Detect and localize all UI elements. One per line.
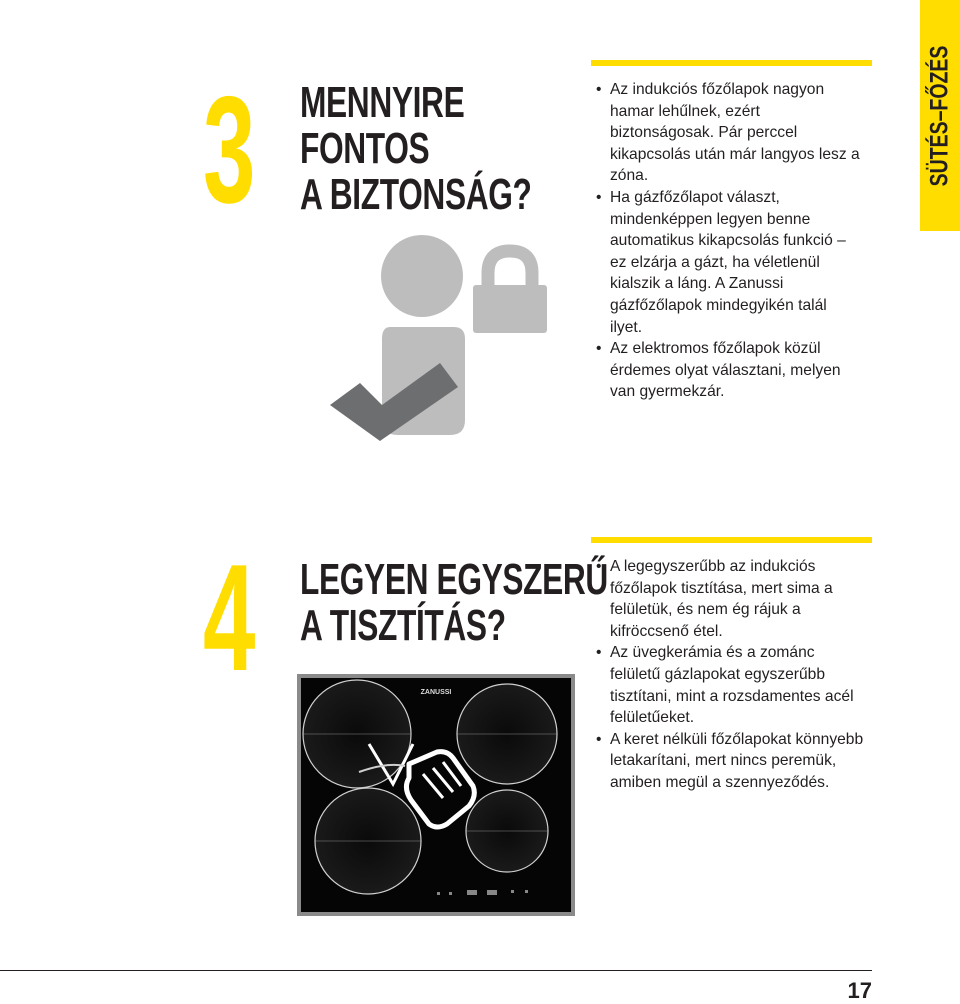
- page-number: 17: [847, 978, 872, 1003]
- section-number: 3: [203, 65, 255, 235]
- bullet-item: • Az indukciós főzőlapok nagyon hamar lehűlnek, ezért biztonságosak. Pár perccel kikapcsolás után már langyos lesz a zóna.: [594, 79, 860, 187]
- section-heading: [300, 80, 532, 218]
- yellow-rule: [591, 537, 872, 543]
- cooktop-brand-label: ZANUSSI: [420, 689, 452, 696]
- bullet-item: • A legegyszerűbb az indukciós főzőlapok tisztítása, mert sima a felületük, és nem ég rájuk a kifröccsenő étel.: [594, 556, 864, 642]
- section-side-tab: [920, 0, 960, 231]
- padlock-icon: [473, 251, 547, 333]
- safety-illustration: [320, 235, 550, 455]
- heading-line: LEGYEN EGYSZERŰ: [300, 555, 608, 604]
- bullet-item: • A keret nélküli főzőlapokat könnyebb letakarítani, mert nincs peremük, amiben megül a szennyeződés.: [594, 729, 864, 794]
- bullet-list: [594, 556, 864, 794]
- footer-rule: [0, 970, 872, 971]
- yellow-rule: [591, 60, 872, 66]
- bullet-item: • Az elektromos főzőlapok közül érdemes olyat választani, melyen van gyermekzár.: [594, 338, 860, 403]
- bullet-item: • Az üvegkerámia és a zománc felületű gázlapokat egyszerűbb tisztítani, mint a rozsdamentes acél felületűeket.: [594, 642, 864, 728]
- section-heading: [300, 557, 608, 649]
- section-number: 4: [203, 533, 255, 703]
- heading-line: FONTOS: [300, 124, 430, 173]
- bullet-list: [594, 79, 860, 403]
- heading-line: A TISZTÍTÁS?: [300, 601, 506, 650]
- bullet-item: • Ha gázfőzőlapot választ, mindenképpen legyen benne automatikus kikapcsolás funkció – ez elzárja a gázt, ha véletlenül kialszik a láng. A Zanussi gázfőzőlapok mindegyikén talál ilyet.: [594, 187, 860, 338]
- heading-line: A BIZTONSÁG?: [300, 170, 532, 219]
- heading-line: MENNYIRE: [300, 78, 465, 127]
- side-tab-label: SÜTÉS–FŐZÉS: [925, 45, 954, 186]
- cooktop-photo: [297, 674, 575, 916]
